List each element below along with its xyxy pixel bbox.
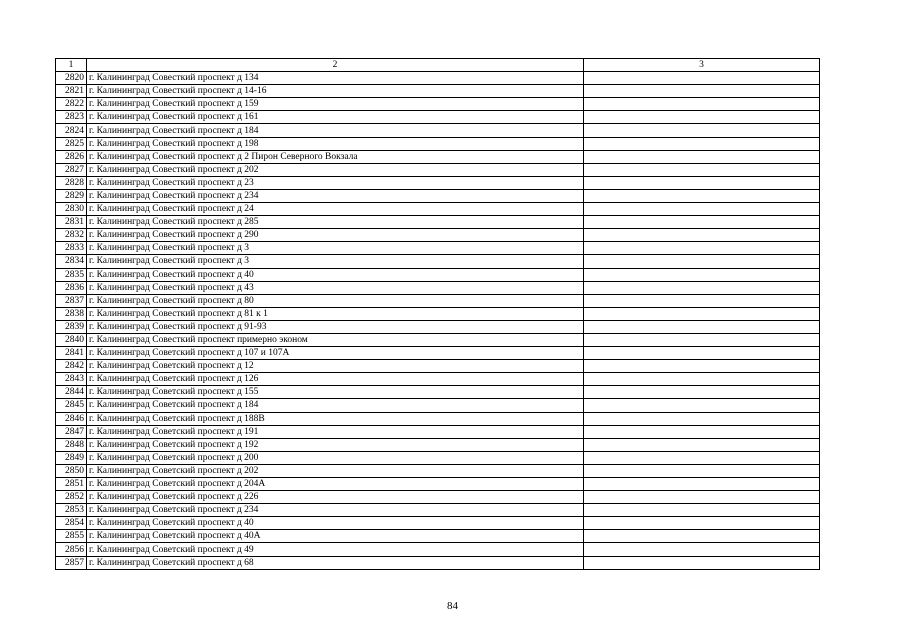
- empty-cell: [584, 124, 820, 137]
- table-row: [56, 189, 820, 202]
- table-row: [56, 504, 820, 517]
- address-cell: г. Калининград Совесткий проспект д 159: [87, 98, 584, 111]
- row-number-cell: 2850: [56, 464, 87, 477]
- empty-cell: [584, 176, 820, 189]
- empty-cell: [584, 111, 820, 124]
- table-row: [56, 242, 820, 255]
- empty-cell: [584, 281, 820, 294]
- row-number-cell: 2827: [56, 163, 87, 176]
- table-row: [56, 98, 820, 111]
- address-cell: г. Калининград Совесткий проспект д 3: [87, 242, 584, 255]
- table-row: [56, 294, 820, 307]
- row-number-cell: 2844: [56, 386, 87, 399]
- address-cell: г. Калининград Совесткий проспект д 234: [87, 189, 584, 202]
- table-row: [56, 111, 820, 124]
- empty-cell: [584, 72, 820, 85]
- empty-cell: [584, 189, 820, 202]
- empty-cell: [584, 242, 820, 255]
- address-cell: г. Калининград Советский проспект д 191: [87, 425, 584, 438]
- empty-cell: [584, 307, 820, 320]
- table-row: [56, 137, 820, 150]
- address-cell: г. Калининград Совесткий проспект д 91-93: [87, 320, 584, 333]
- row-number-cell: 2848: [56, 438, 87, 451]
- table-row: [56, 412, 820, 425]
- row-number-cell: 2853: [56, 504, 87, 517]
- table-row: [56, 373, 820, 386]
- row-number-cell: 2822: [56, 98, 87, 111]
- address-cell: г. Калининград Советский проспект д 126: [87, 373, 584, 386]
- table-row: [56, 347, 820, 360]
- table-row: [56, 556, 820, 569]
- address-cell: г. Калининград Советский проспект д 40А: [87, 530, 584, 543]
- row-number-cell: 2839: [56, 320, 87, 333]
- address-cell: г. Калининград Советский проспект д 226: [87, 491, 584, 504]
- row-number-cell: 2856: [56, 543, 87, 556]
- table-row: [56, 333, 820, 346]
- table-row: [56, 216, 820, 229]
- empty-cell: [584, 294, 820, 307]
- row-number-cell: 2826: [56, 150, 87, 163]
- empty-cell: [584, 464, 820, 477]
- row-number-cell: 2845: [56, 399, 87, 412]
- address-cell: г. Калининград Совесткий проспект д 80: [87, 294, 584, 307]
- table-row: [56, 150, 820, 163]
- table-row: [56, 229, 820, 242]
- empty-cell: [584, 399, 820, 412]
- empty-cell: [584, 203, 820, 216]
- empty-cell: [584, 255, 820, 268]
- table-row: [56, 386, 820, 399]
- empty-cell: [584, 98, 820, 111]
- row-number-cell: 2847: [56, 425, 87, 438]
- address-cell: г. Калининград Совесткий проспект д 81 к 1: [87, 307, 584, 320]
- empty-cell: [584, 268, 820, 281]
- address-cell: г. Калининград Совесткий проспект д 3: [87, 255, 584, 268]
- table-row: [56, 360, 820, 373]
- empty-cell: [584, 451, 820, 464]
- row-number-cell: 2832: [56, 229, 87, 242]
- empty-cell: [584, 373, 820, 386]
- table-row: [56, 464, 820, 477]
- address-cell: г. Калининград Советский проспект д 234: [87, 504, 584, 517]
- table-row: [56, 399, 820, 412]
- row-number-cell: 2841: [56, 347, 87, 360]
- row-number-cell: 2849: [56, 451, 87, 464]
- address-cell: г. Калининград Совесткий проспект примерно эконом: [87, 333, 584, 346]
- row-number-cell: 2820: [56, 72, 87, 85]
- table-body: [56, 59, 820, 570]
- header-cell-2: 2: [87, 59, 584, 72]
- row-number-cell: 2834: [56, 255, 87, 268]
- address-cell: г. Калининград Советский проспект д 200: [87, 451, 584, 464]
- address-cell: г. Калининград Совесткий проспект д 290: [87, 229, 584, 242]
- address-cell: г. Калининград Совесткий проспект д 23: [87, 176, 584, 189]
- row-number-cell: 2843: [56, 373, 87, 386]
- table-row: [56, 124, 820, 137]
- row-number-cell: 2829: [56, 189, 87, 202]
- empty-cell: [584, 478, 820, 491]
- address-cell: г. Калининград Советский проспект д 204А: [87, 478, 584, 491]
- address-cell: г. Калининград Совесткий проспект д 24: [87, 203, 584, 216]
- address-cell: г. Калининград Совесткий проспект д 2 Пирон Северного Вокзала: [87, 150, 584, 163]
- table-row: [56, 438, 820, 451]
- empty-cell: [584, 85, 820, 98]
- row-number-cell: 2823: [56, 111, 87, 124]
- table-row: [56, 281, 820, 294]
- table-row: [56, 517, 820, 530]
- table-row: [56, 491, 820, 504]
- table-row: [56, 203, 820, 216]
- address-cell: г. Калининград Совесткий проспект д 161: [87, 111, 584, 124]
- empty-cell: [584, 163, 820, 176]
- row-number-cell: 2825: [56, 137, 87, 150]
- table-row: [56, 478, 820, 491]
- empty-cell: [584, 386, 820, 399]
- row-number-cell: 2831: [56, 216, 87, 229]
- address-cell: г. Калининград Советский проспект д 49: [87, 543, 584, 556]
- empty-cell: [584, 543, 820, 556]
- empty-cell: [584, 412, 820, 425]
- table-row: [56, 72, 820, 85]
- address-cell: г. Калининград Советский проспект д 184: [87, 399, 584, 412]
- table-row: [56, 425, 820, 438]
- address-cell: г. Калининград Совесткий проспект д 40: [87, 268, 584, 281]
- address-cell: г. Калининград Совесткий проспект д 134: [87, 72, 584, 85]
- table-header-row: [56, 59, 820, 72]
- row-number-cell: 2857: [56, 556, 87, 569]
- header-cell-1: 1: [56, 59, 87, 72]
- address-cell: г. Калининград Советский проспект д 12: [87, 360, 584, 373]
- address-cell: г. Калининград Советский проспект д 192: [87, 438, 584, 451]
- empty-cell: [584, 438, 820, 451]
- table-row: [56, 543, 820, 556]
- row-number-cell: 2833: [56, 242, 87, 255]
- address-cell: г. Калининград Советский проспект д 107 и 107А: [87, 347, 584, 360]
- row-number-cell: 2836: [56, 281, 87, 294]
- address-cell: г. Калининград Советский проспект д 188В: [87, 412, 584, 425]
- empty-cell: [584, 216, 820, 229]
- row-number-cell: 2840: [56, 333, 87, 346]
- address-cell: г. Калининград Советский проспект д 202: [87, 464, 584, 477]
- address-cell: г. Калининград Совесткий проспект д 14-16: [87, 85, 584, 98]
- empty-cell: [584, 530, 820, 543]
- row-number-cell: 2838: [56, 307, 87, 320]
- empty-cell: [584, 517, 820, 530]
- page-number: 84: [447, 600, 458, 612]
- address-cell: г. Калининград Совесткий проспект д 43: [87, 281, 584, 294]
- empty-cell: [584, 347, 820, 360]
- row-number-cell: 2824: [56, 124, 87, 137]
- empty-cell: [584, 137, 820, 150]
- empty-cell: [584, 556, 820, 569]
- row-number-cell: 2821: [56, 85, 87, 98]
- row-number-cell: 2851: [56, 478, 87, 491]
- empty-cell: [584, 150, 820, 163]
- row-number-cell: 2828: [56, 176, 87, 189]
- row-number-cell: 2835: [56, 268, 87, 281]
- empty-cell: [584, 504, 820, 517]
- row-number-cell: 2846: [56, 412, 87, 425]
- table-row: [56, 163, 820, 176]
- address-cell: г. Калининград Совесткий проспект д 285: [87, 216, 584, 229]
- table-row: [56, 255, 820, 268]
- address-cell: г. Калининград Советский проспект д 155: [87, 386, 584, 399]
- address-table: [55, 58, 820, 570]
- table-row: [56, 451, 820, 464]
- empty-cell: [584, 425, 820, 438]
- address-cell: г. Калининград Совесткий проспект д 202: [87, 163, 584, 176]
- address-cell: г. Калининград Совесткий проспект д 198: [87, 137, 584, 150]
- table-row: [56, 320, 820, 333]
- empty-cell: [584, 333, 820, 346]
- row-number-cell: 2830: [56, 203, 87, 216]
- row-number-cell: 2854: [56, 517, 87, 530]
- address-cell: г. Калининград Советский проспект д 40: [87, 517, 584, 530]
- row-number-cell: 2842: [56, 360, 87, 373]
- table-row: [56, 85, 820, 98]
- table-row: [56, 530, 820, 543]
- table-row: [56, 307, 820, 320]
- empty-cell: [584, 229, 820, 242]
- row-number-cell: 2855: [56, 530, 87, 543]
- table-row: [56, 176, 820, 189]
- table-row: [56, 268, 820, 281]
- empty-cell: [584, 320, 820, 333]
- header-cell-3: 3: [584, 59, 820, 72]
- empty-cell: [584, 491, 820, 504]
- row-number-cell: 2837: [56, 294, 87, 307]
- row-number-cell: 2852: [56, 491, 87, 504]
- empty-cell: [584, 360, 820, 373]
- address-cell: г. Калининград Совесткий проспект д 184: [87, 124, 584, 137]
- address-cell: г. Калининград Советский проспект д 68: [87, 556, 584, 569]
